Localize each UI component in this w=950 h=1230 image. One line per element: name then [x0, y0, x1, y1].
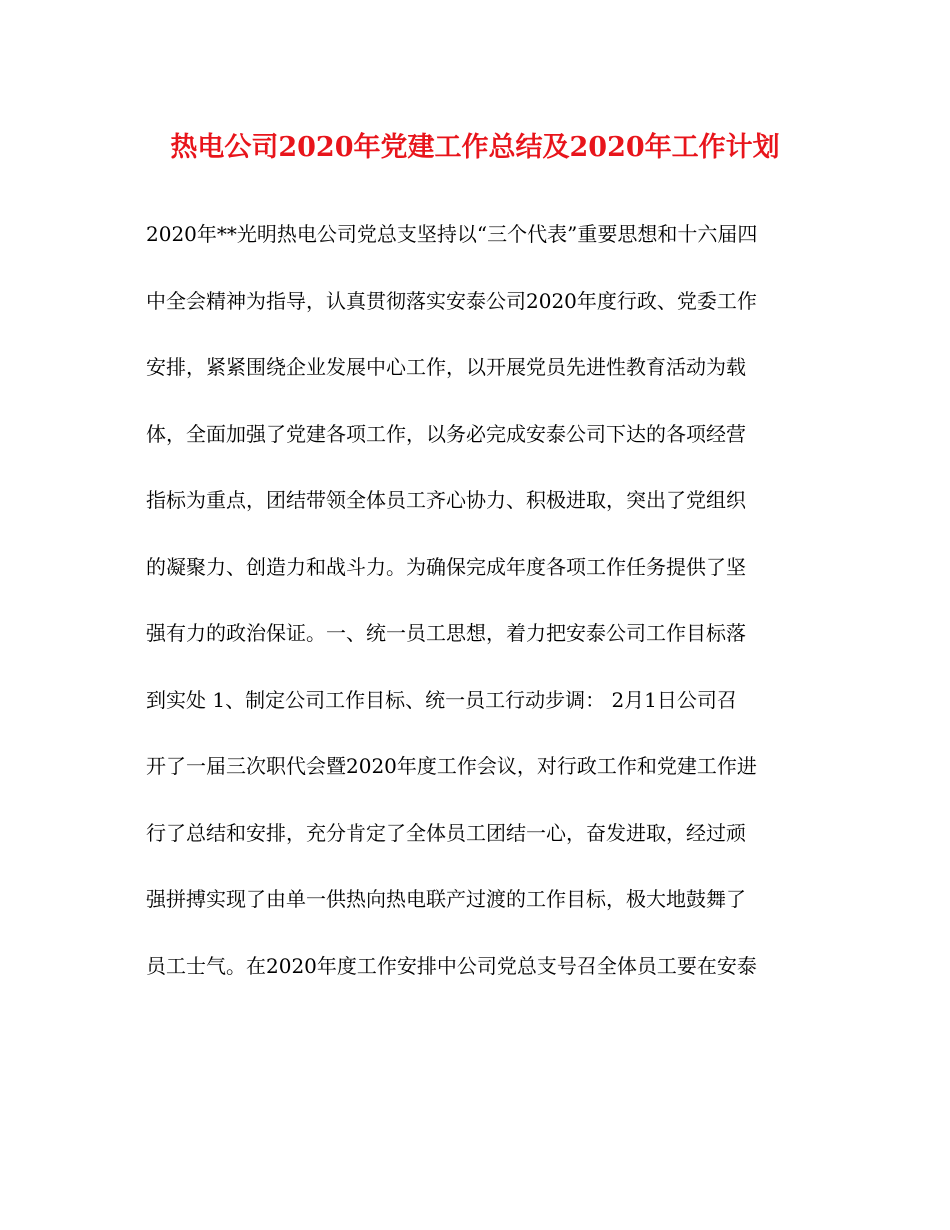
body-line: 安排，紧紧围绕企业发展中心工作，以开展党员先进性教育活动为载 — [146, 355, 746, 379]
document-title: 热电公司2020年党建工作总结及2020年工作计划 — [170, 132, 780, 163]
body-line: 强有力的政治保证。一、统一员工思想，着力把安泰公司工作目标落 — [146, 621, 746, 645]
body-line: 开了一届三次职代会暨2020年度工作会议，对行政工作和党建工作进 — [146, 754, 757, 778]
body-line: 体，全面加强了党建各项工作，以务必完成安泰公司下达的各项经营 — [146, 421, 746, 446]
document-body — [146, 216, 816, 1014]
body-line: 员工士气。在2020年度工作安排中公司党总支号召全体员工要在安泰 — [146, 953, 757, 978]
body-line: 强拼搏实现了由单一供热向热电联产过渡的工作目标，极大地鼓舞了 — [146, 887, 746, 911]
body-line: 中全会精神为指导，认真贯彻落实安泰公司2020年度行政、党委工作 — [146, 288, 757, 313]
body-line: 的凝聚力、创造力和战斗力。为确保完成年度各项工作任务提供了坚 — [146, 554, 746, 579]
body-line: 行了总结和安排，充分肯定了全体员工团结一心，奋发进取，经过顽 — [146, 820, 746, 845]
body-line: 到实处 1、制定公司工作目标、统一员工行动步调： 2月1日公司召 — [146, 687, 737, 712]
body-line: 2020年**光明热电公司党总支坚持以“三个代表”重要思想和十六届四 — [146, 222, 758, 246]
body-line: 指标为重点，团结带领全体员工齐心协力、积极进取，突出了党组织 — [146, 488, 746, 512]
